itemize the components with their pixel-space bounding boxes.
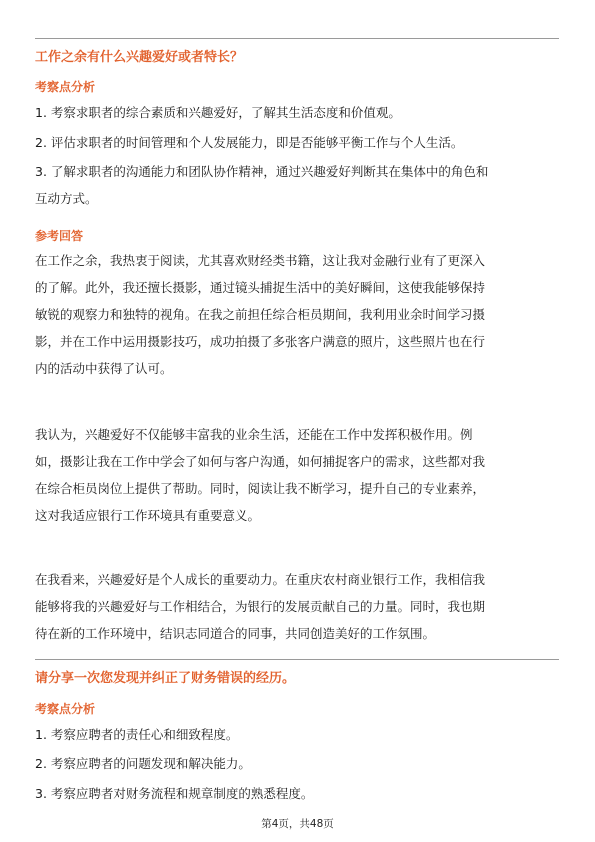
paragraph-line: 内的活动中获得了认可。 [35,361,173,376]
question-1-analysis-heading: 考察点分析 [35,80,96,94]
question-2-title: 请分享一次您发现并纠正了财务错误的经历。 [35,671,296,686]
paragraph-line: 影，并在工作中运用摄影技巧，成功拍摄了多张客户满意的照片，这些照片也在行 [35,334,486,349]
paragraph-line: 如，摄影让我在工作中学会了如何与客户沟通，如何捕捉客户的需求，这些都对我 [35,454,486,469]
paragraph-line: 敏锐的观察力和独特的视角。在我之前担任综合柜员期间，我利用业余时间学习摄 [35,307,486,322]
answer-paragraph-2 [35,421,563,529]
answer-paragraph-1 [35,247,563,382]
analysis-item: 2. 考察应聘者的问题发现和解决能力。 [35,756,251,771]
analysis-item: 1. 考察求职者的综合素质和兴趣爱好，了解其生活态度和价值观。 [35,105,401,120]
paragraph-line: 在综合柜员岗位上提供了帮助。同时，阅读让我不断学习，提升自己的专业素养， [35,481,486,496]
question-divider [35,659,559,660]
question-1-title: 工作之余有什么兴趣爱好或者特长？ [35,50,244,65]
paragraph-line: 在我看来，兴趣爱好是个人成长的重要动力。在重庆农村商业银行工作，我相信我 [35,572,486,587]
paragraph-line: 我认为，兴趣爱好不仅能够丰富我的业余生活，还能在工作中发挥积极作用。例 [35,427,473,442]
question-1-answer-heading: 参考回答 [35,229,84,243]
paragraph-line: 的了解。此外，我还擅长摄影，通过镜头捕捉生活中的美好瞬间，这使我能够保持 [35,280,486,295]
paragraph-line: 能够将我的兴趣爱好与工作相结合，为银行的发展贡献自己的力量。同时，我也期 [35,599,486,614]
answer-paragraph-3 [35,566,563,647]
top-divider [35,38,559,39]
analysis-item: 2. 评估求职者的时间管理和个人发展能力，即是否能够平衡工作与个人生活。 [35,135,464,150]
analysis-item-continuation: 互动方式。 [35,191,98,206]
paragraph-line: 待在新的工作环境中，结识志同道合的同事，共同创造美好的工作氛围。 [35,626,436,641]
page-number-footer: 第4页，共48页 [261,818,334,830]
analysis-item: 1. 考察应聘者的责任心和细致程度。 [35,727,239,742]
paragraph-line: 这对我适应银行工作环境具有重要意义。 [35,508,261,523]
paragraph-line: 在工作之余，我热衷于阅读，尤其喜欢财经类书籍，这让我对金融行业有了更深入 [35,253,486,268]
analysis-item: 3. 考察应聘者对财务流程和规章制度的熟悉程度。 [35,786,314,801]
question-2-analysis-heading: 考察点分析 [35,702,96,716]
analysis-item: 3. 了解求职者的沟通能力和团队协作精神，通过兴趣爱好判断其在集体中的角色和 [35,164,489,179]
